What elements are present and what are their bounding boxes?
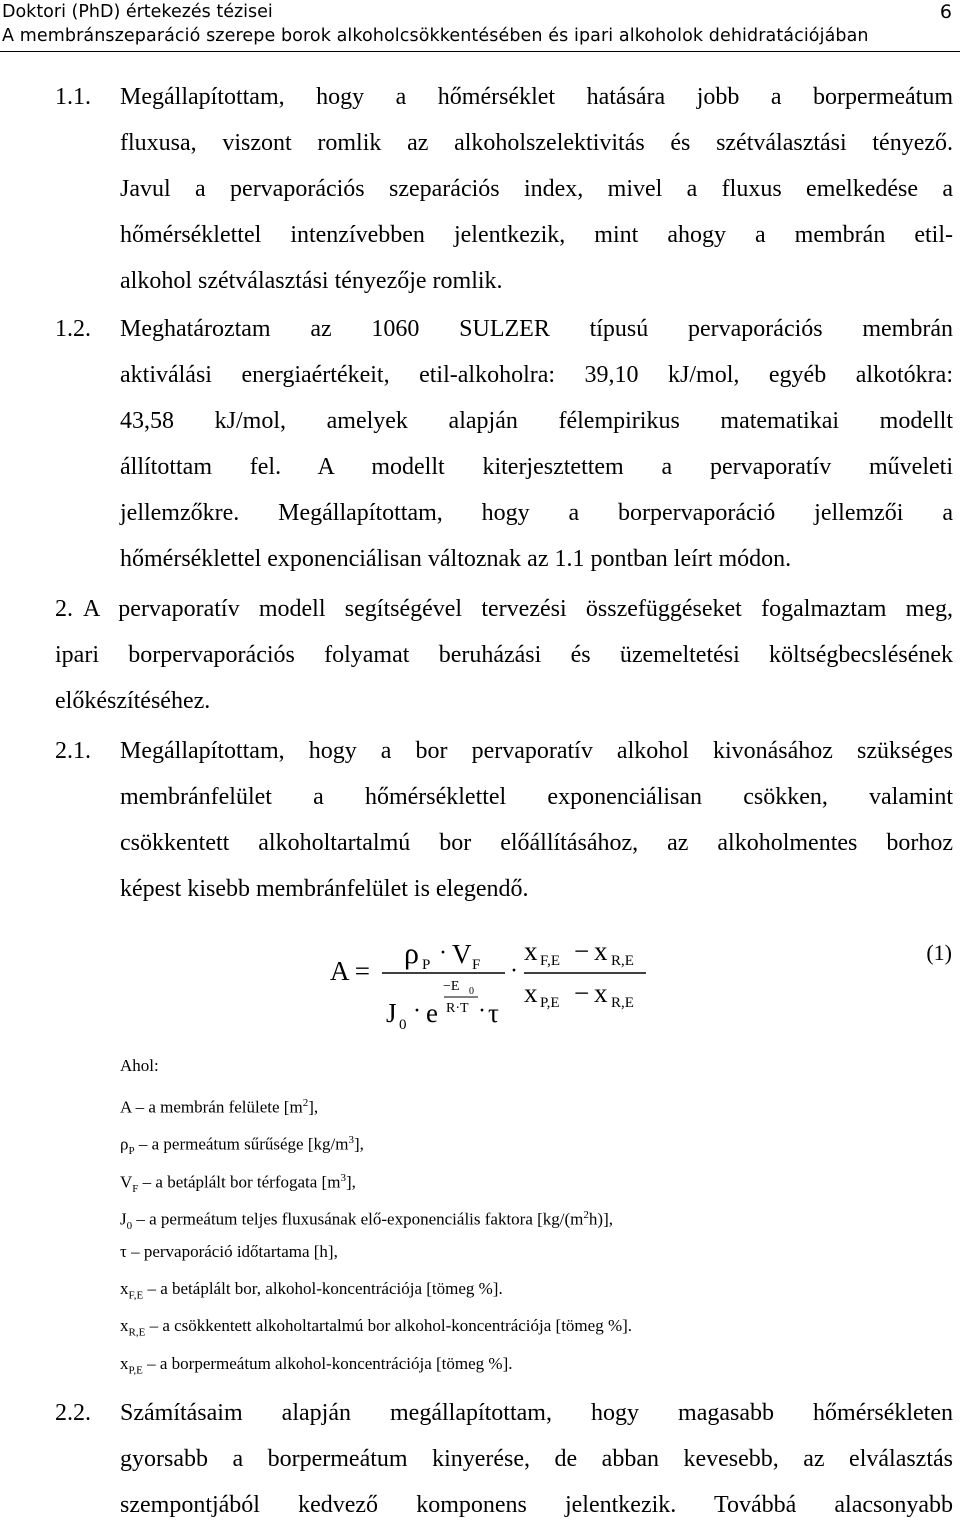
text-line-content: csökkentett alkoholtartalmú bor előállításához, az alkoholmentes borhoz — [120, 830, 953, 856]
def-text: – a borpermeátum alkohol-koncentrációja [tömeg %]. — [142, 1353, 513, 1373]
def-sub: F — [132, 1182, 139, 1195]
text-line — [120, 490, 953, 536]
def-symbol: x — [120, 1353, 129, 1373]
def-text: – a betáplált bor térfogata [m — [138, 1172, 341, 1192]
eq-sub-RE-1: R,E — [611, 953, 634, 969]
text-line — [120, 258, 953, 304]
text-line — [120, 74, 953, 120]
eq-dot-1: · — [439, 940, 447, 966]
text-line — [120, 536, 953, 582]
eq-dot-2: · — [413, 998, 421, 1024]
text-line — [120, 120, 953, 166]
eq-dot-4: · — [510, 958, 518, 984]
def-sub: P — [128, 1145, 135, 1158]
text-line-content: állítottam fel. A modellt kiterjesztettem a pervaporatív műveleti — [120, 454, 953, 480]
definition-item — [120, 1350, 632, 1387]
text-line — [120, 352, 953, 398]
text-line-content: hőmérséklettel exponenciálisan változnak az 1.1 pontban leírt módon. — [120, 546, 792, 572]
text-line-content: alkohol szétválasztási tényezője romlik. — [120, 268, 503, 294]
def-symbol: ρ — [120, 1135, 129, 1155]
definitions-intro: Ahol: — [120, 1056, 159, 1075]
eq-e: e — [426, 998, 438, 1028]
text-line — [120, 166, 953, 212]
def-symbol: J — [120, 1209, 127, 1229]
text-line-content: előkészítéséhez. — [55, 688, 211, 714]
header-rule — [0, 51, 960, 52]
definition-item — [120, 1201, 632, 1238]
paragraph-1-1 — [120, 74, 953, 304]
eq-x-den-1: x — [524, 978, 538, 1008]
text-line — [120, 1390, 953, 1436]
def-sup: 2 — [583, 1208, 589, 1221]
header-title: Doktori (PhD) értekezés tézisei — [2, 2, 273, 22]
section-number-2: 2. — [55, 596, 73, 622]
def-symbol: A — [120, 1097, 132, 1117]
text-line-content: A pervaporatív modell segítségével tervezési összefüggéseket fogalmaztam meg, — [83, 596, 953, 622]
def-sup: 3 — [348, 1134, 354, 1147]
eq-minus-1: − — [574, 936, 590, 966]
def-symbol: V — [120, 1172, 133, 1192]
text-line — [120, 444, 953, 490]
text-line-content: Megállapítottam, hogy a hőmérséklet hatására jobb a borpermeátum — [120, 84, 953, 110]
text-line-content: Számításaim alapján megállapítottam, hogy magasabb hőmérsékleten — [120, 1400, 953, 1426]
page-number: 6 — [939, 1, 952, 23]
paragraph-2 — [55, 586, 953, 724]
text-line-content: Meghatároztam az 1060 SULZER típusú pervaporációs membrán — [120, 316, 953, 342]
eq-sub-FE: F,E — [540, 953, 561, 969]
eq-x-den-2: x — [594, 978, 608, 1008]
text-line — [120, 774, 953, 820]
eq-exp-num-sub: 0 — [469, 986, 474, 997]
header-subtitle: A membránszeparáció szerepe borok alkoholcsökkentésében és ipari alkoholok dehidratációjában — [2, 26, 869, 46]
eq-exp-den: R·T — [446, 1001, 469, 1016]
def-text: – a csökkentett alkoholtartalmú bor alkohol-koncentrációja [tömeg %]. — [145, 1316, 633, 1336]
definition-item — [120, 1238, 632, 1275]
text-line-content: képest kisebb membránfelület is elegendő. — [120, 876, 529, 902]
eq-V: V — [452, 939, 472, 969]
def-symbol: x — [120, 1316, 129, 1336]
def-sub: 0 — [126, 1219, 133, 1232]
definition-item — [120, 1312, 632, 1349]
section-number-2-2: 2.2. — [55, 1400, 91, 1426]
definition-item — [120, 1089, 632, 1126]
eq-minus-2: − — [574, 978, 590, 1008]
definitions-list — [120, 1052, 632, 1387]
eq-V-sub: F — [472, 957, 481, 973]
text-line-content: 43,58 kJ/mol, amelyek alapján félempirikus matematikai modellt — [120, 408, 953, 434]
def-sub: F,E — [128, 1289, 144, 1302]
def-text: – a permeátum teljes fluxusának elő-exponenciális faktora [kg/(m — [132, 1209, 584, 1229]
def-sub: P,E — [128, 1363, 143, 1376]
text-line-content: aktiválási energiaértékeit, etil-alkoholra: 39,10 kJ/mol, egyéb alkotókra: — [120, 362, 953, 388]
eq-sub-RE-2: R,E — [611, 995, 634, 1011]
def-symbol: τ — [120, 1241, 127, 1261]
paragraph-2-1 — [120, 728, 953, 912]
text-line — [120, 398, 953, 444]
text-line-content: gyorsabb a borpermeátum kinyerése, de abban kevesebb, az elválasztás — [120, 1446, 953, 1472]
eq-J-sub: 0 — [399, 1017, 407, 1033]
def-tail: ], — [345, 1172, 356, 1192]
definition-item — [120, 1164, 632, 1201]
text-line — [120, 728, 953, 774]
text-line-content: fluxusa, viszont romlik az alkoholszelektivitás és szétválasztási tényező. — [120, 130, 953, 156]
def-text: – a membrán felülete [m — [131, 1097, 303, 1117]
text-line — [120, 866, 953, 912]
text-line — [120, 212, 953, 258]
text-line-content: jellemzőkre. Megállapítottam, hogy a borpervaporáció jellemzői a — [120, 500, 953, 526]
section-number-2-1: 2.1. — [55, 738, 91, 764]
eq-lhs: A = — [330, 956, 370, 986]
text-line — [120, 820, 953, 866]
paragraph-2-2 — [120, 1390, 953, 1528]
text-line — [55, 586, 953, 632]
text-line — [120, 1482, 953, 1528]
equation-1 — [330, 930, 960, 1040]
def-text: – pervaporáció időtartama [h], — [126, 1241, 338, 1261]
def-text: – a betáplált bor, alkohol-koncentrációja [tömeg %]. — [143, 1279, 503, 1299]
def-tail: ], — [308, 1097, 319, 1117]
section-number-1-2: 1.2. — [55, 316, 91, 342]
eq-J: J — [386, 998, 397, 1028]
text-line — [55, 678, 953, 724]
text-line-content: membránfelület a hőmérséklettel exponenciálisan csökken, valamint — [120, 784, 953, 810]
text-line-content: Megállapítottam, hogy a bor pervaporatív alkohol kivonásához szükséges — [120, 738, 953, 764]
definition-item — [120, 1275, 632, 1312]
def-text: – a permeátum sűrűsége [kg/m — [134, 1135, 349, 1155]
paragraph-1-2 — [120, 306, 953, 582]
eq-sub-PE: P,E — [540, 995, 560, 1011]
text-line-content: Javul a pervaporációs szeparációs index, mivel a fluxus emelkedése a — [120, 176, 953, 202]
equation-number: (1) — [926, 940, 952, 965]
text-line-content: hőmérséklettel intenzívebben jelentkezik, mint ahogy a membrán etil- — [120, 222, 953, 248]
eq-x-num-1: x — [524, 936, 538, 966]
def-tail: h)], — [588, 1209, 613, 1229]
eq-x-num-2: x — [594, 936, 608, 966]
eq-rho-sub: P — [422, 957, 431, 973]
running-header — [0, 0, 960, 52]
def-sup: 3 — [340, 1171, 346, 1184]
eq-dot-3: · — [478, 998, 486, 1024]
section-number-1-1: 1.1. — [55, 84, 91, 110]
eq-rho: ρ — [404, 937, 419, 970]
eq-tau: τ — [488, 998, 499, 1028]
definition-item — [120, 1126, 632, 1163]
text-line — [120, 306, 953, 352]
text-line-content: ipari borpervaporációs folyamat beruházási és üzemeltetési költségbecslésének — [55, 642, 953, 668]
text-line — [55, 632, 953, 678]
def-sub: R,E — [128, 1326, 146, 1339]
def-symbol: x — [120, 1279, 129, 1299]
text-line-content: szempontjából kedvező komponens jelentkezik. Továbbá alacsonyabb — [120, 1492, 953, 1518]
def-sup: 2 — [302, 1097, 309, 1110]
def-tail: ], — [353, 1135, 364, 1155]
eq-exp-num: −E — [443, 979, 460, 994]
text-line — [120, 1436, 953, 1482]
